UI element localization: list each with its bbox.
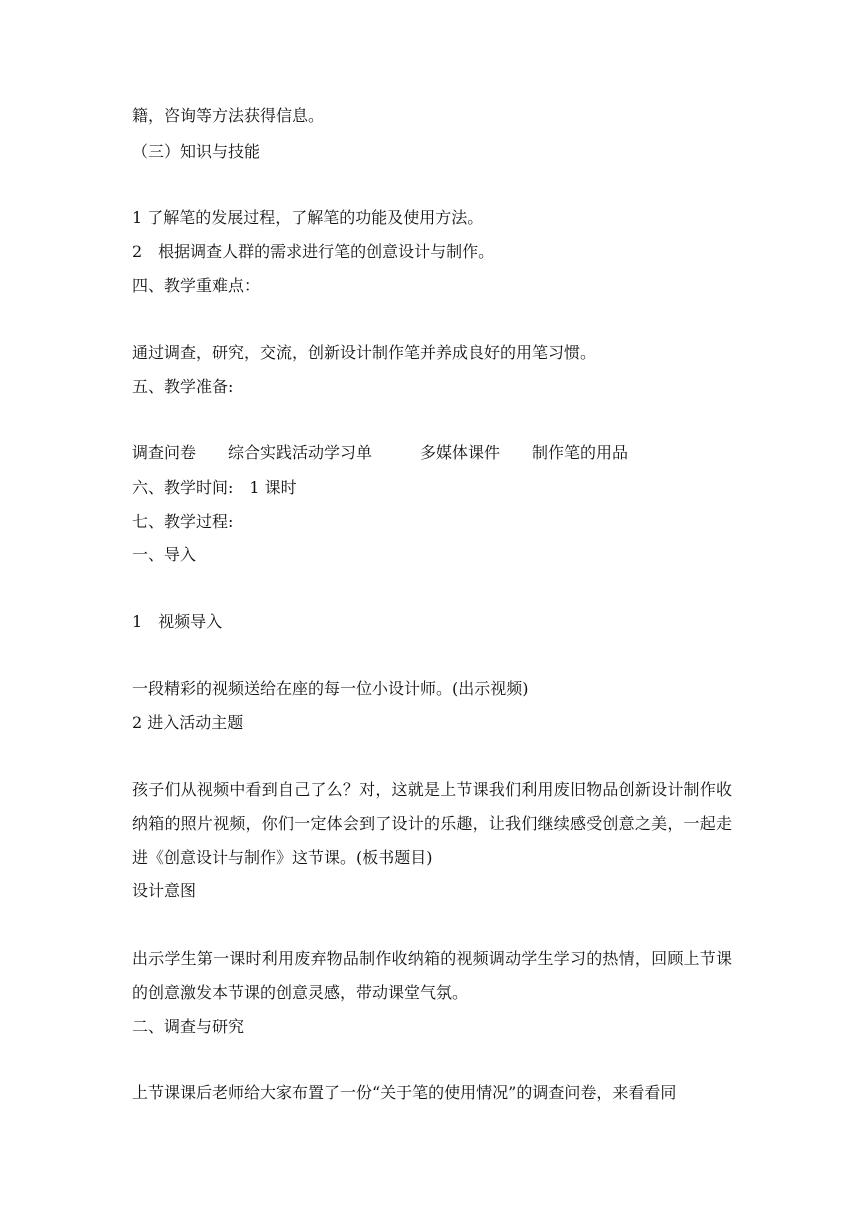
text-line: 籍，咨询等方法获得信息。 [132, 106, 325, 125]
text-line: 1 视频导入 [132, 612, 223, 631]
section-heading: 设计意图 [132, 881, 197, 900]
paragraph: 出示学生第一课时利用废弃物品制作收纳箱的视频调动学生学习的热情，回顾上节课的创意激发本节课的创意灵感，带动课堂气氛。 [132, 949, 732, 1002]
paragraph: 孩子们从视频中看到自己了么？对，这就是上节课我们利用废旧物品创新设计制作收纳箱的照片视频，你们一定体会到了设计的乐趣，让我们继续感受创意之美，一起走进《创意设计与制作》这节课。(板书题目) [132, 780, 732, 867]
section-heading: （三）知识与技能 [132, 142, 261, 161]
section-heading: 五、教学准备: [132, 377, 234, 396]
text-line: 通过调查，研究，交流，创新设计制作笔并养成良好的用笔习惯。 [132, 343, 597, 362]
text-line: 一段精彩的视频送给在座的每一位小设计师。(出示视频) [132, 679, 529, 698]
text-line: 2 根据调查人群的需求进行笔的创意设计与制作。 [132, 242, 495, 261]
materials-line: 调查问卷 综合实践活动学习单 多媒体课件 制作笔的用品 [132, 443, 629, 462]
section-heading: 一、导入 [132, 545, 197, 564]
section-heading: 六、教学时间: 1 课时 [132, 478, 297, 497]
section-heading: 七、教学过程: [132, 512, 234, 531]
text-line: 2 进入活动主题 [132, 713, 244, 732]
text-line: 上节课课后老师给大家布置了一份“关于笔的使用情况”的调查问卷，来看看同 [132, 1083, 677, 1102]
section-heading: 二、调查与研究 [132, 1017, 245, 1036]
text-line: 1 了解笔的发展过程，了解笔的功能及使用方法。 [132, 208, 484, 227]
section-heading: 四、教学重难点： [132, 276, 261, 295]
